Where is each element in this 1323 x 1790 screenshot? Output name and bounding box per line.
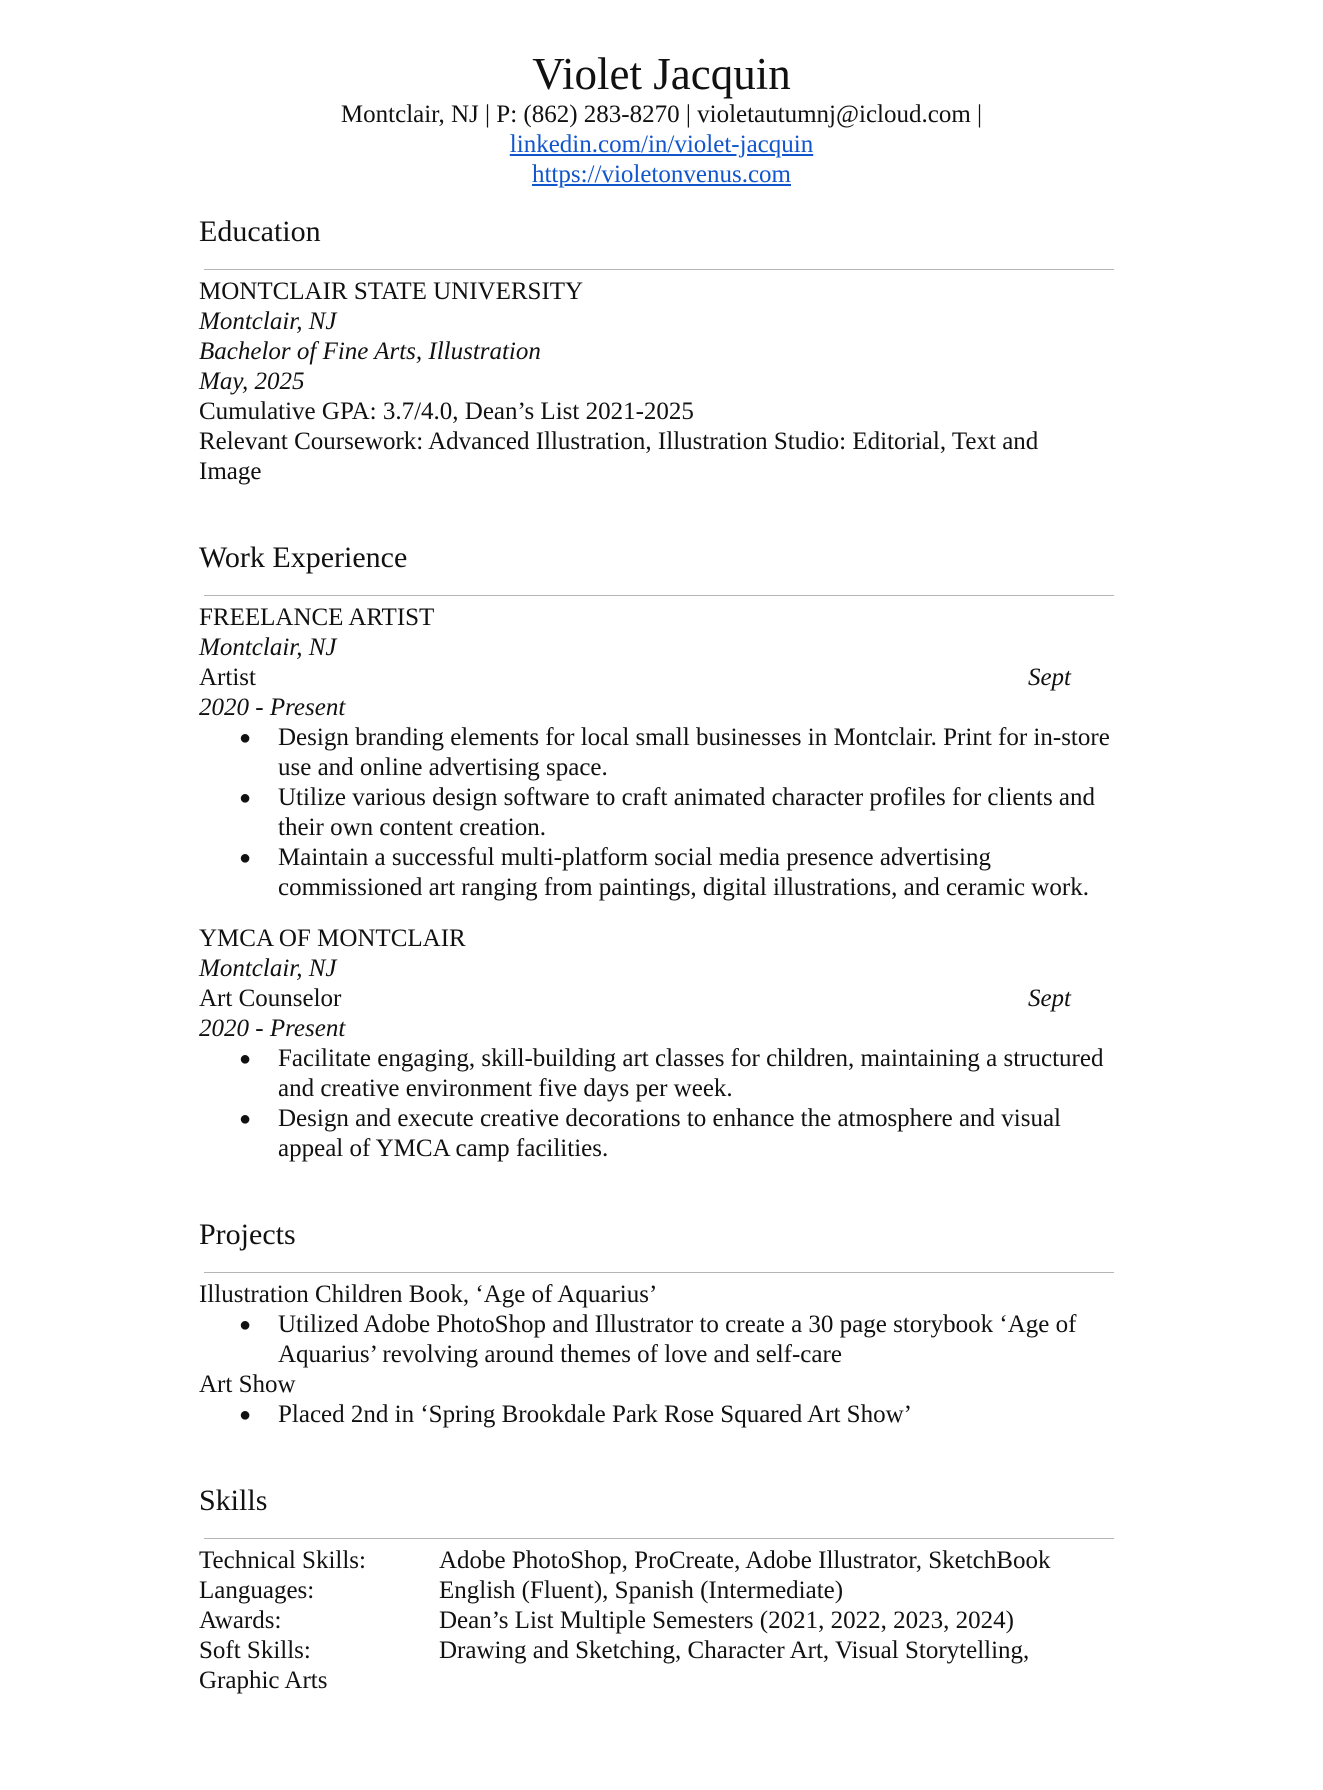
skill-label: Awards:	[199, 1607, 282, 1634]
skill-label: Languages:	[199, 1577, 315, 1604]
table-row	[199, 1636, 1050, 1666]
contact-line: Montclair, NJ | P: (862) 283-8270 | violetautumnj@icloud.com |	[340, 101, 983, 128]
skills-heading: Skills	[199, 1484, 268, 1517]
section-divider	[204, 1538, 1114, 1539]
table-row	[199, 1576, 1050, 1606]
coursework-line: Relevant Coursework: Advanced Illustration, Illustration Studio: Editorial, Text and	[199, 428, 1039, 455]
graduation-date: May, 2025	[199, 368, 305, 395]
job-date-start: Sept	[1027, 985, 1071, 1012]
job-role-row	[199, 984, 1119, 1014]
project-name: Illustration Children Book, ‘Age of Aquarius’	[199, 1281, 658, 1308]
skills-table	[199, 1546, 1050, 1666]
coursework-line-continued: Image	[199, 458, 262, 485]
skill-label: Soft Skills:	[199, 1637, 311, 1664]
bullet-icon: ●	[239, 1404, 252, 1426]
resume-header	[0, 48, 1323, 190]
list-item: ● Design branding elements for local small businesses in Montclair. Print for in-store use and online advertising space.	[239, 724, 1110, 781]
job-location: Montclair, NJ	[199, 634, 337, 661]
job-date-range: 2020 - Present	[199, 694, 346, 721]
job-org: FREELANCE ARTIST	[199, 604, 435, 631]
school-name: MONTCLAIR STATE UNIVERSITY	[199, 278, 584, 305]
list-item: ● Utilize various design software to craft animated character profiles for clients and their own content creation.	[239, 784, 1096, 841]
job-role: Artist	[199, 664, 256, 691]
gpa-line: Cumulative GPA: 3.7/4.0, Dean’s List 2021-2025	[199, 398, 694, 425]
list-item: ● Design and execute creative decorations to enhance the atmosphere and visual appeal of YMCA camp facilities.	[239, 1105, 1062, 1162]
skill-label: Technical Skills:	[199, 1547, 366, 1574]
project-bullets	[199, 1400, 1119, 1430]
list-item: ● Utilized Adobe PhotoShop and Illustrator to create a 30 page storybook ‘Age of Aquarius’ revolving around themes of love and self-care	[239, 1311, 1077, 1368]
project-bullets	[199, 1310, 1119, 1370]
list-item: ● Placed 2nd in ‘Spring Brookdale Park Rose Squared Art Show’	[239, 1401, 912, 1428]
skill-value: Adobe PhotoShop, ProCreate, Adobe Illustrator, SketchBook	[439, 1547, 1051, 1574]
job-bullets	[199, 1044, 1119, 1164]
section-divider	[204, 1272, 1114, 1273]
job-entry	[199, 924, 1119, 1164]
education-section	[199, 214, 1119, 487]
work-heading: Work Experience	[199, 541, 408, 574]
work-section	[199, 540, 1119, 1164]
bullet-icon: ●	[239, 1314, 252, 1336]
project-name: Art Show	[199, 1371, 296, 1398]
job-role-row	[199, 663, 1119, 693]
bullet-icon: ●	[239, 787, 252, 809]
bullet-icon: ●	[239, 1108, 252, 1130]
list-item: ● Maintain a successful multi-platform social media presence advertising commissioned art ranging from paintings, digital illustrations, and ceramic work.	[239, 844, 1089, 901]
candidate-name: Violet Jacquin	[532, 49, 791, 99]
resume-body	[199, 214, 1119, 1696]
skill-value: Dean’s List Multiple Semesters (2021, 2022, 2023, 2024)	[439, 1607, 1014, 1634]
school-location: Montclair, NJ	[199, 308, 337, 335]
bullet-icon: ●	[239, 847, 252, 869]
linkedin-link[interactable]: linkedin.com/in/violet-jacquin	[509, 131, 814, 158]
projects-section	[199, 1217, 1119, 1430]
job-date-range: 2020 - Present	[199, 1015, 346, 1042]
soft-skills-wrap: Graphic Arts	[199, 1667, 328, 1694]
degree: Bachelor of Fine Arts, Illustration	[199, 338, 541, 365]
job-bullets	[199, 723, 1119, 903]
job-org: YMCA OF MONTCLAIR	[199, 925, 466, 952]
bullet-icon: ●	[239, 727, 252, 749]
table-row	[199, 1546, 1050, 1576]
skill-value: Drawing and Sketching, Character Art, Visual Storytelling,	[439, 1637, 1030, 1664]
list-item: ● Facilitate engaging, skill-building art classes for children, maintaining a structured and creative environment five days per week.	[239, 1045, 1104, 1102]
skills-section	[199, 1483, 1119, 1696]
website-link[interactable]: https://violetonvenus.com	[531, 161, 791, 188]
skill-value: English (Fluent), Spanish (Intermediate)	[439, 1577, 844, 1604]
education-heading: Education	[199, 215, 321, 248]
bullet-icon: ●	[239, 1048, 252, 1070]
job-location: Montclair, NJ	[199, 955, 337, 982]
section-divider	[204, 269, 1114, 270]
job-role: Art Counselor	[199, 985, 342, 1012]
projects-heading: Projects	[199, 1218, 296, 1251]
job-date-start: Sept	[1027, 664, 1071, 691]
job-entry	[199, 603, 1119, 903]
table-row	[199, 1606, 1050, 1636]
section-divider	[204, 595, 1114, 596]
